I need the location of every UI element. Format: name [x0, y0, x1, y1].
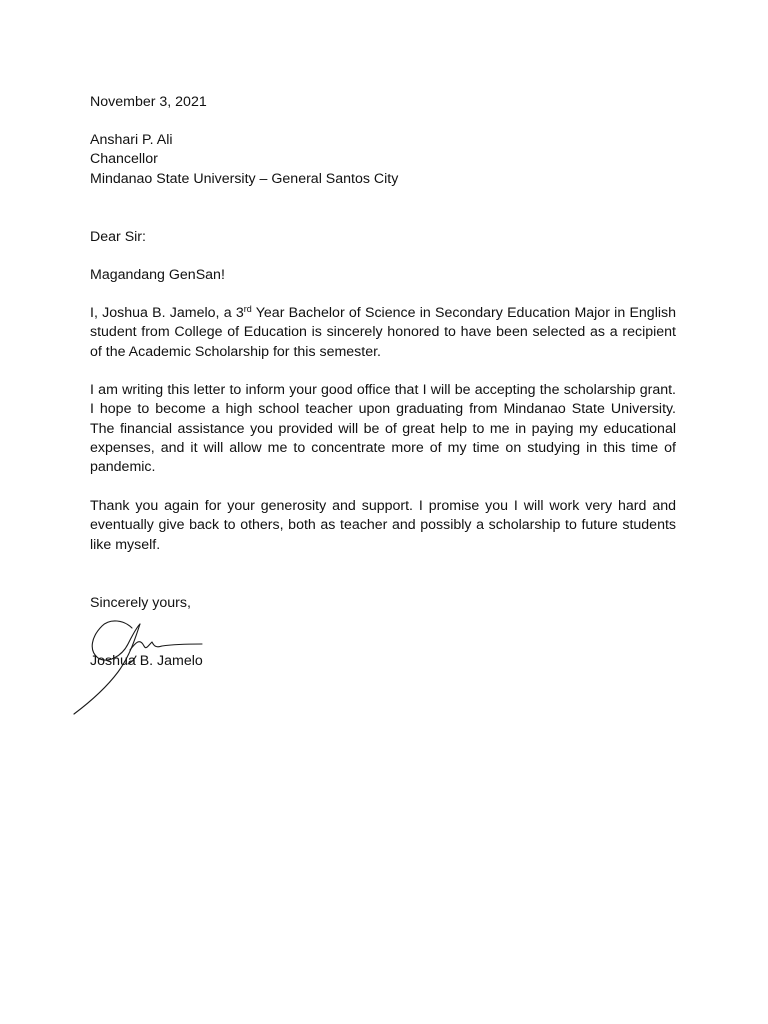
recipient-title: Chancellor	[90, 151, 158, 167]
recipient-name: Anshari P. Ali	[90, 132, 173, 148]
paragraph-2: I am writing this letter to inform your good office that I will be accepting the scholarship grant. I hope to become a high school teacher upon graduating from Mindanao State University. The financial assistance you provided will be of great help to me in paying my educational expenses, and it will allow me to concentrate more of my time on studying in this time of pandemic.	[90, 382, 676, 476]
paragraph-1	[90, 304, 676, 362]
salutation: Dear Sir:	[90, 229, 146, 245]
paragraph-3: Thank you again for your generosity and support. I promise you I will work very hard and eventually give back to others, both as teacher and possibly a scholarship to future students like myself.	[90, 498, 676, 553]
greeting: Magandang GenSan!	[90, 267, 225, 283]
letter-date: November 3, 2021	[90, 94, 207, 110]
recipient-institution: Mindanao State University – General Santos City	[90, 171, 399, 187]
closing: Sincerely yours,	[90, 595, 191, 611]
signer-name: Joshua B. Jamelo	[90, 653, 203, 669]
ordinal-suffix: rd	[243, 304, 252, 314]
paragraph-1-start: I, Joshua B. Jamelo, a 3	[90, 305, 244, 321]
paragraph-1-rest: Year Bachelor of Science in Secondary Education Major in English student from College of Education is sincerely honored to have been selected as a recipient of the Academic Scholarship for this semester.	[90, 305, 676, 360]
